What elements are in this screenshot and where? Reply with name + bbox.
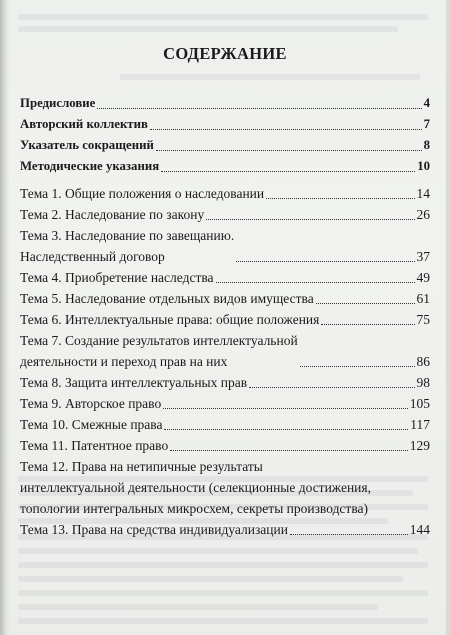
toc-entry-page: 8 bbox=[423, 138, 430, 152]
dot-leader bbox=[170, 450, 408, 451]
toc-entry-page: 7 bbox=[423, 117, 430, 131]
toc-entry bbox=[20, 114, 430, 135]
toc-entry bbox=[20, 414, 430, 435]
dot-leader bbox=[163, 408, 408, 409]
toc-entry-title bbox=[20, 225, 234, 267]
toc-entry-page: 26 bbox=[416, 207, 430, 222]
page-left-shadow bbox=[0, 0, 10, 635]
toc-entry bbox=[20, 372, 430, 393]
toc-entry bbox=[20, 93, 430, 114]
bleed-through bbox=[18, 562, 428, 568]
toc-entry-page: 49 bbox=[416, 270, 430, 285]
toc-entry-title-line: Тема 12. Права на нетипичные результаты bbox=[20, 459, 263, 474]
toc-entry bbox=[20, 156, 430, 177]
toc-entry bbox=[20, 309, 430, 330]
bleed-through bbox=[18, 576, 403, 582]
toc-entry-title: Тема 2. Наследование по закону bbox=[20, 207, 205, 222]
bleed-through bbox=[120, 74, 420, 80]
toc-entry bbox=[20, 183, 430, 204]
toc-entry-title: Предисловие bbox=[20, 96, 96, 110]
bleed-through bbox=[18, 26, 398, 32]
toc-entry bbox=[20, 267, 430, 288]
bleed-through bbox=[18, 14, 428, 20]
toc-entry bbox=[20, 204, 430, 225]
toc-entry-page: 129 bbox=[409, 438, 430, 453]
toc-entry-page: 86 bbox=[416, 354, 430, 369]
dot-leader bbox=[266, 198, 414, 199]
dot-leader bbox=[236, 261, 414, 262]
toc-entry-title: Тема 1. Общие положения о наследовании bbox=[20, 186, 265, 201]
toc-entry-title: Тема 5. Наследование отдельных видов имущества bbox=[20, 291, 314, 306]
dot-leader bbox=[156, 150, 422, 151]
toc-entry-title: Тема 8. Защита интеллектуальных прав bbox=[20, 375, 248, 390]
dot-leader bbox=[316, 303, 415, 304]
toc-entry bbox=[20, 456, 430, 519]
toc-entry bbox=[20, 435, 430, 456]
bleed-through bbox=[18, 590, 428, 596]
toc-entry-page: 14 bbox=[416, 186, 430, 201]
toc-entry-title-line: деятельности и переход прав на них bbox=[20, 354, 228, 369]
bleed-through bbox=[18, 604, 378, 610]
toc-entry-page: 37 bbox=[416, 249, 430, 264]
dot-leader bbox=[164, 429, 408, 430]
toc-entry-title-line: топологии интегральных микросхем, секреты производства) bbox=[20, 501, 369, 516]
dot-leader bbox=[150, 129, 422, 130]
dot-leader bbox=[216, 282, 415, 283]
toc-entry-page: 61 bbox=[416, 291, 430, 306]
toc-entry bbox=[20, 330, 430, 372]
toc-entry-title-line: интеллектуальной деятельности (селекционные достижения, bbox=[20, 480, 371, 495]
toc-entry-page: 144 bbox=[409, 522, 430, 537]
toc-entry-page: 75 bbox=[416, 312, 430, 327]
toc-entry-title bbox=[20, 456, 371, 519]
toc-entry-title: Указатель сокращений bbox=[20, 138, 154, 152]
toc-entry-title: Тема 4. Приобретение наследства bbox=[20, 270, 214, 285]
dot-leader bbox=[300, 366, 415, 367]
page-right-edge bbox=[446, 0, 450, 635]
toc-entry bbox=[20, 135, 430, 156]
toc-entry-page: 10 bbox=[417, 159, 430, 173]
toc-entry-title: Тема 13. Права на средства индивидуализации bbox=[20, 522, 288, 537]
toc-entry-title: Тема 10. Смежные права bbox=[20, 417, 163, 432]
bleed-through bbox=[18, 618, 428, 624]
toc-entry-title: Тема 6. Интеллектуальные права: общие положения bbox=[20, 312, 320, 327]
table-of-contents bbox=[20, 93, 430, 540]
toc-entry-title bbox=[20, 330, 298, 372]
toc-entry bbox=[20, 519, 430, 540]
toc-entry bbox=[20, 225, 430, 267]
dot-leader bbox=[206, 219, 414, 220]
page-title: СОДЕРЖАНИЕ bbox=[163, 44, 287, 63]
dot-leader bbox=[97, 108, 421, 109]
dot-leader bbox=[290, 534, 408, 535]
toc-entry-title: Авторский коллектив bbox=[20, 117, 148, 131]
toc-entry-title-line: Тема 7. Создание результатов интеллектуальной bbox=[20, 333, 298, 348]
toc-entry-title-line: Тема 3. Наследование по завещанию. bbox=[20, 228, 235, 243]
dot-leader bbox=[161, 171, 415, 172]
toc-entry bbox=[20, 393, 430, 414]
bleed-through bbox=[18, 548, 418, 554]
toc-entry-title: Тема 11. Патентное право bbox=[20, 438, 169, 453]
toc-entry-page: 98 bbox=[416, 375, 430, 390]
toc-entry-title: Тема 9. Авторское право bbox=[20, 396, 162, 411]
toc-entry-page: 4 bbox=[423, 96, 430, 110]
dot-leader bbox=[249, 387, 414, 388]
toc-entry-page: 117 bbox=[410, 417, 430, 432]
toc-entry-title: Методические указания bbox=[20, 159, 160, 173]
dot-leader bbox=[321, 324, 414, 325]
toc-entry bbox=[20, 288, 430, 309]
toc-entry-title-line: Наследственный договор bbox=[20, 249, 165, 264]
toc-entry-page: 105 bbox=[409, 396, 430, 411]
